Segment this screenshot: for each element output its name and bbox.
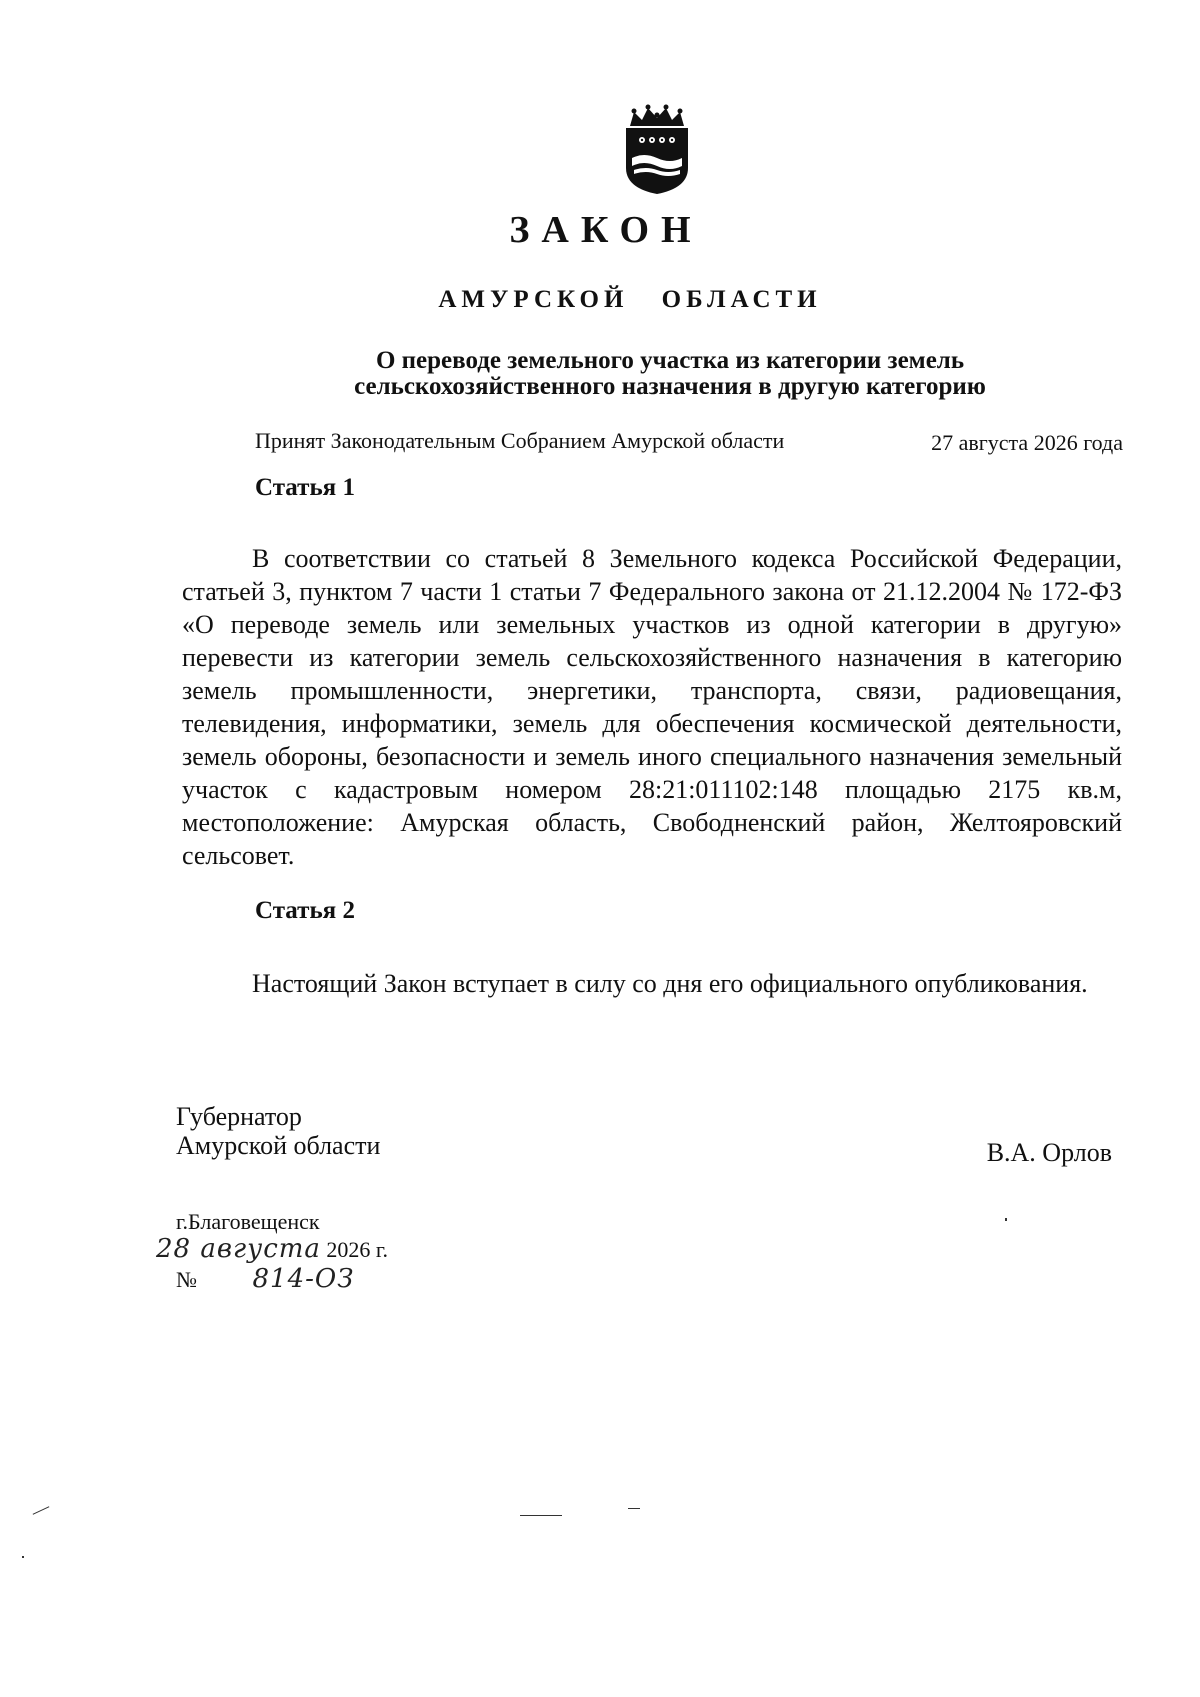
scan-mark [520, 1515, 562, 1516]
scan-mark [33, 1506, 50, 1515]
adoption-date: 27 августа 2026 года [931, 430, 1123, 455]
law-name-line-1: О переводе земельного участка из категории земель [375, 347, 965, 374]
signatory-position [176, 1102, 380, 1160]
city-name: г.Благовещенск [176, 1209, 320, 1234]
article-2-text: Настоящий Закон вступает в силу со дня его официального опубликования. [252, 969, 1088, 998]
law-name [280, 348, 1060, 400]
document-title: ЗАКОН [509, 209, 703, 251]
signatory-position-line-2: Амурской области [176, 1131, 381, 1160]
signing-date [156, 1234, 388, 1264]
handwritten-number: 814-ОЗ [252, 1264, 355, 1294]
article-1-text: В соответствии со статьей 8 Земельного кодекса Российской Федерации, статьей 3, пунктом 7 части 1 статьи 7 Федерального закона от 21.12.2004 № 172-ФЗ «О переводе земель или земельных участков из одной категории в другую» перевести из категории земель сельскохозяйственного назначения в категорию земель промышленности, энергетики, транспорта, связи, радиовещания, телевидения, информатики, земель для обеспечения космической деятельности, земель обороны, безопасности и земель иного специального назначения земельный участок с кадастровым номером 28:21:011102:148 площадью 2175 кв.м, местоположение: Амурская область, Свободненский район, Желтояровский сельсовет. [182, 544, 1122, 870]
coat-of-arms-icon [620, 104, 694, 196]
signatory-name: В.А. Орлов [986, 1138, 1112, 1167]
article-1-heading: Статья 1 [255, 474, 355, 501]
law-number [176, 1264, 354, 1294]
scan-mark [628, 1508, 640, 1509]
adopted-by: Принят Законодательным Собранием Амурской области [255, 428, 785, 453]
scan-mark [22, 1556, 24, 1558]
signatory-position-line-1: Губернатор [176, 1102, 302, 1131]
article-2-heading: Статья 2 [255, 897, 355, 924]
scan-mark [1005, 1218, 1007, 1221]
signing-year: 2026 г. [326, 1237, 388, 1262]
number-label: № [176, 1267, 197, 1292]
document-subtitle: АМУРСКОЙ ОБЛАСТИ [438, 286, 822, 313]
law-name-line-2: сельскохозяйственного назначения в другую категорию [354, 373, 986, 400]
handwritten-date: 28 августа [156, 1234, 321, 1264]
